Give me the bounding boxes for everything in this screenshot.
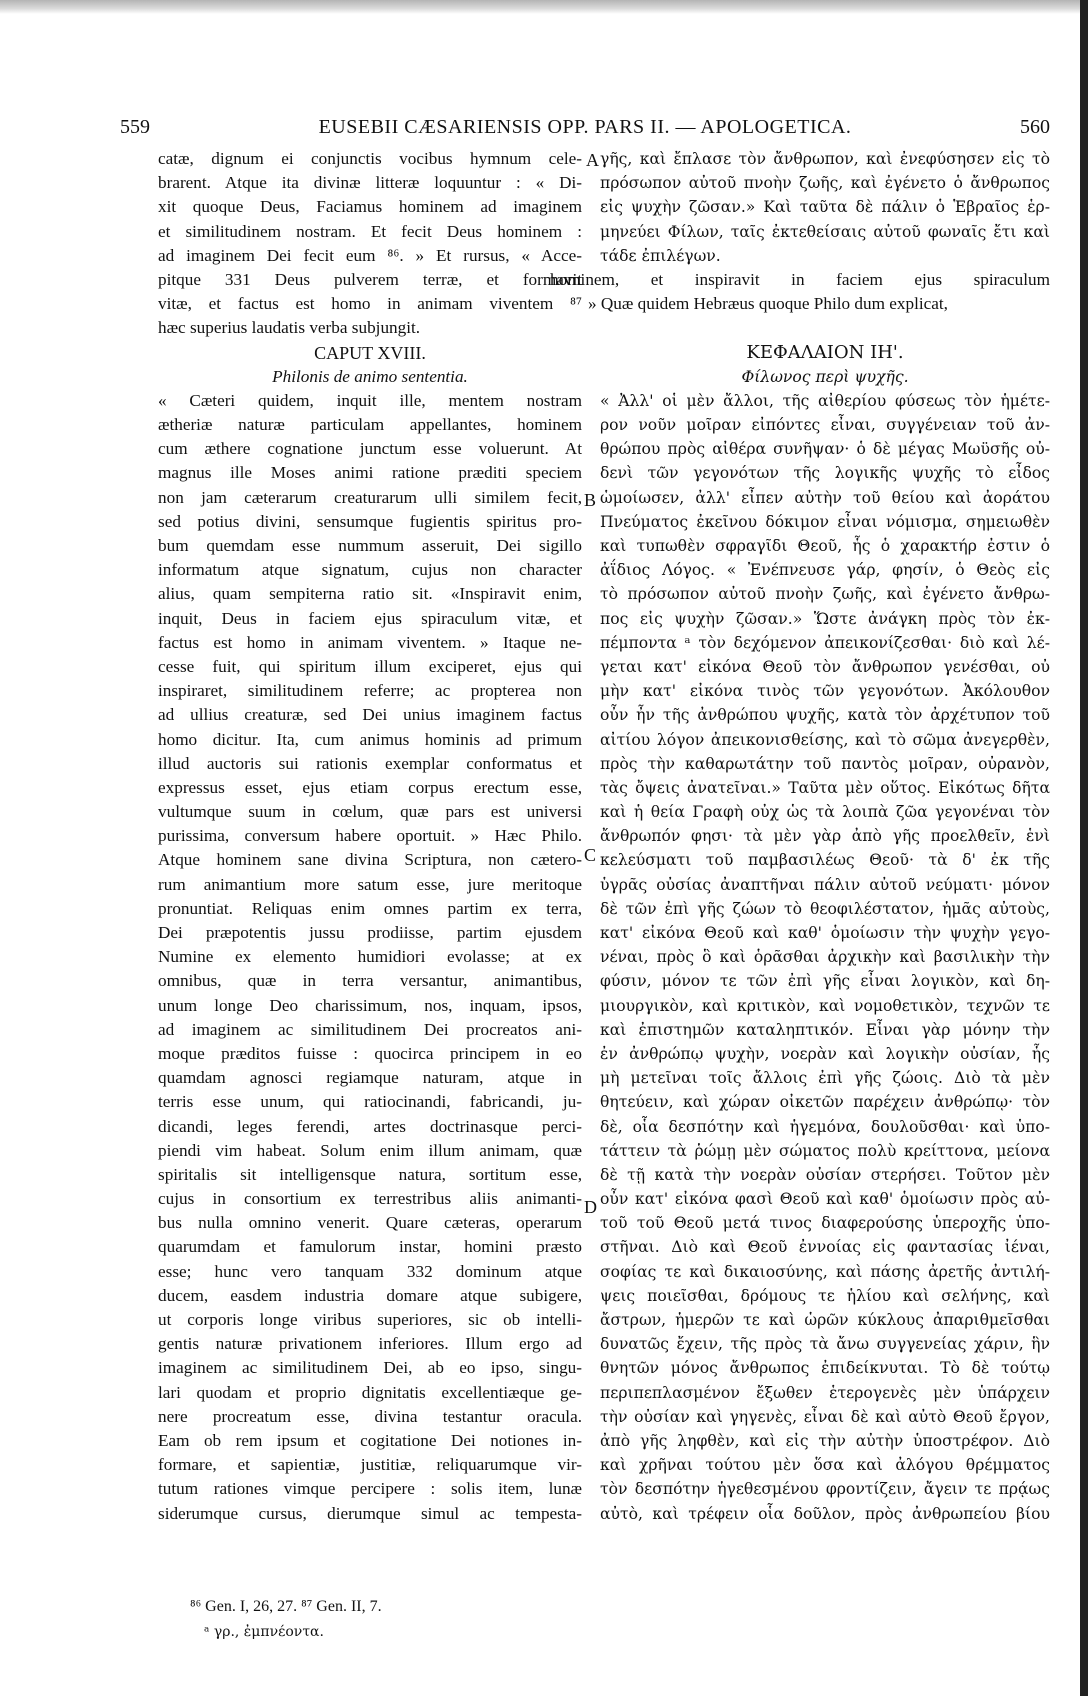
latin-body-line: inspiraret, similitudinem referre; ac propterea non [158, 681, 582, 701]
latin-body-line: quamdam agnosci regiamque naturam, atque in [158, 1068, 582, 1088]
greek-body-line: τὰς ὄψεις ἀνατεῖναι.» Ταῦτα μὲν οὕτος. Εἰκότως δῆτα [600, 778, 1050, 797]
latin-body-line: cum æthere cognatione junctum esse voluerunt. At [158, 439, 582, 459]
latin-body-line: Dei præpotentis jussu prodiisse, partim ejusdem [158, 923, 582, 942]
greek-top-line: γῆς, καὶ ἔπλασε τὸν ἄνθρωπον, καὶ ἐνεφύσησεν εἰς τὸ [600, 150, 1050, 168]
latin-body-line: lari quodam et proprio dignitatis excellentiæque ge- [158, 1382, 582, 1402]
latin-body-line: esse; hunc vero tanquam 332 dominum atque [158, 1261, 582, 1281]
greek-body-line: ὡμοίωσεν, ἀλλ' εἶπεν αὐτὴν τοῦ θείου καὶ ἀοράτου [600, 488, 1050, 507]
latin-body-line: Numine ex elemento humidiori evolasse; at ex [158, 947, 582, 967]
latin-body-lines [158, 389, 582, 1526]
footnote-references: ⁸⁶ Gen. I, 26, 27. ⁸⁷ Gen. II, 7. [190, 1598, 382, 1615]
latin-top-line: catæ, dignum ei conjunctis vocibus hymnum cele- [158, 149, 582, 168]
latin-top-line: hæc superius laudatis verba subjungit. [158, 318, 421, 338]
greek-body-line: μὴν κατ' εἰκόνα τινὸς τῶν γεγονότων. Ἀκόλουθον [600, 682, 1050, 701]
greek-body-line: οὖν κατ' εἰκόνα φασὶ Θεοῦ καὶ καθ' ὁμοίωσιν πρὸς αὐ- [600, 1190, 1050, 1209]
latin-span-line-2: » Quæ quidem Hebræus quoque Philo dum explicat, [588, 294, 948, 314]
greek-caput-heading: ΚΕΦΑΛΑΙΟΝ ΙΗ'. [746, 341, 904, 363]
latin-body-line: spiritalis sit intelligensque natura, sortitum esse, [158, 1164, 582, 1184]
latin-body-line: ducem, easdem industria domare atque subigere, [158, 1285, 582, 1305]
latin-body-line: expressus esset, ejus etiam corpus erectum esse, [158, 777, 582, 797]
scan-right-edge [1080, 0, 1088, 1696]
greek-body-line: τὸν δεσπότην ἡγεθεσμένου φροντίζειν, ἄγειν τε πρᾴως [600, 1480, 1050, 1499]
greek-body-line: ρον νοῦν μοῖραν εἰπόντες εἶναι, συγγένειαν τοῦ ἀν- [600, 416, 1050, 435]
greek-body-line: σοφίας τε καὶ δικαιοσύνης, καὶ πάσης ἀρετῆς ἀντιλή- [600, 1262, 1050, 1281]
latin-body-line: tutum rationes vimque percipere : solis item, lunæ [158, 1479, 582, 1499]
latin-top-line: et similitudinem nostram. Et fecit Deus hominem : [158, 221, 582, 241]
greek-body-line: θρώπου πρὸς αἰθέρα συνῆψαν· ὁ δὲ μέγας Μωϋσῆς οὐ- [600, 440, 1050, 459]
greek-body-line: πρὸς τὴν καθαρωτάτην τοῦ παντὸς μοῖραν, οὐρανὸν, [600, 754, 1050, 773]
greek-body-line: καὶ χρῆναι τούτου μὲν ὅσα καὶ ἀλόγου θρέμματος [600, 1456, 1050, 1475]
latin-body-line: vultumque suum in cœlum, quæ pars est universi [158, 802, 582, 822]
greek-body-line: Πνεύματος ἐκεῖνου δόκιμον εἶναι νόμισμα, σημειωθὲν [600, 512, 1050, 531]
greek-body-line: περιπεπλασμένον ἔξωθεν ἑτερογενὲς μὲν ὑπάρχειν [600, 1383, 1050, 1402]
greek-caput-subtitle: Φίλωνος περὶ ψυχῆς. [741, 367, 909, 386]
greek-body-line: οὖν ἦν τῆς ἀνθρώπου ψυχῆς, κατὰ τὸν ἀρχέτυπον τοῦ [600, 706, 1050, 725]
latin-body-line: informatum atque signatum, cujus non character [158, 560, 582, 580]
greek-body-line: ἐν ἀνθρώπῳ ψυχὴν, νοερὰν καὶ λογικὴν οὐσίαν, ἧς [600, 1044, 1050, 1063]
greek-body-line: δὲ τῇ κατὰ τὴν νοερὰν οὐσίαν στερήσει. Τοῦτον μὲν [600, 1165, 1050, 1184]
greek-body-line: στῆναι. Διὸ καὶ Θεοῦ ἐννοίας εἰς φαντασίας ἰέναι, [600, 1238, 1050, 1257]
greek-body-line: ὑγρᾶς οὐσίας ἀναπτῆναι πάλιν αὐτοῦ νεύματι· μόνον [600, 875, 1050, 894]
greek-top-lines [600, 147, 1050, 268]
greek-body-line: κατ' εἰκόνα Θεοῦ καὶ καθ' ὁμοίωσιν τὴν ψυχὴν γεγο- [600, 924, 1050, 942]
latin-body-line: quarumdam et famulorum instar, homini præsto [158, 1237, 582, 1257]
latin-body-line: Eam ob rem ipsum et cogitatione Dei notiones in- [158, 1430, 582, 1450]
greek-body-line: « Ἀλλ' οἱ μὲν ἄλλοι, τῆς αἰθερίου φύσεως τὸν ἡμέτε- [600, 391, 1050, 410]
greek-column [550, 147, 1050, 1526]
latin-span-line-1: hominem, et inspiravit in faciem ejus spiraculum [550, 269, 1050, 289]
latin-caput-heading: CAPUT XVIII. [314, 342, 426, 363]
latin-body-line: non jam cæterarum creaturarum ulli similem fecit, [158, 487, 582, 507]
greek-body-line: ψεις ποιεῖσθαι, δρόμους τε ἡλίου καὶ σελήνης, καὶ [600, 1286, 1050, 1305]
latin-body-line: nere procreatum esse, divina testantur oracula. [158, 1406, 582, 1426]
greek-body-line: τὴν οὐσίαν καὶ γηγενὲς, εἶναι δὲ καὶ αὐτὸ Θεοῦ ἔργον, [600, 1407, 1050, 1426]
latin-caput-subtitle: Philonis de animo sententia. [272, 366, 468, 386]
footnote-variant: ᵃ γρ., ἐμπνέοντα. [204, 1624, 324, 1640]
latin-body-line: purissima, conversum habere oportuit. » Hæc Philo. [158, 826, 582, 846]
page-number-right: 560 [1020, 116, 1050, 138]
scan-top-band [0, 0, 1088, 14]
margin-letter-b: B [584, 490, 597, 510]
margin-letter-a: A [586, 150, 599, 170]
latin-body-line: omnibus, quæ in terra versantur, animantibus, [158, 971, 582, 991]
latin-top-line: vitæ, et factus est homo in animam viventem ⁸⁷ [158, 294, 582, 314]
greek-body-line: θνητῶν μόνος ἄνθρωπος ἐπιδείκνυται. Τὸ δὲ τούτῳ [600, 1359, 1050, 1378]
greek-body-line: ἄνθρωπόν φησι· τὰ μὲν γὰρ ἀπὸ γῆς προελθεῖν, ἑνὶ [600, 827, 1050, 846]
running-header [120, 116, 1050, 140]
latin-body-line: illud auctoris sui rationis exemplar conformatus et [158, 753, 582, 773]
greek-body-line: αὐτὸ, καὶ τρέφειν οἷα δοῦλον, πρὸς ἀνθρωπείου βίου [600, 1504, 1050, 1523]
greek-body-line: δὲ τῶν ἐπὶ γῆς ζώων τὸ θεοφιλέστατον, ἡμᾶς αὐτοὺς, [600, 899, 1050, 918]
latin-body-line: factus est homo in animam viventem. » Itaque ne- [158, 632, 582, 652]
greek-body-line: μιουργικὸν, καὶ κριτικὸν, καὶ νομοθετικὸν, τεχνῶν τε [600, 996, 1050, 1015]
greek-body-line: γεται κατ' εἰκόνα Θεοῦ τὸν ἄνθρωπον γενέσθαι, οὐ [600, 657, 1050, 676]
greek-top-line: μηνεύει Φίλων, ταῖς ἐκτεθείσαις αὐτοῦ φωναῖς ἔτι καὶ [600, 222, 1050, 241]
latin-body-line: ut corporis longe viribus superiores, sic ob intelli- [158, 1310, 582, 1329]
latin-column [158, 147, 582, 1526]
latin-body-line: dicandi, leges ferendi, artes doctrinasque perci- [158, 1116, 582, 1136]
latin-body-line: terris esse unum, qui ratiocinandi, fabricandi, ju- [158, 1092, 582, 1112]
greek-body-line: νέναι, πρὸς ὃ καὶ ὁρᾶσθαι ἀρχικὴν καὶ βασιλικὴν τὴν [600, 948, 1050, 967]
greek-body-line: ἄστρων, ἡμερῶν τε καὶ ὡρῶν κύκλους ἀπαριθμεῖσθαι [600, 1311, 1050, 1329]
latin-body-line: ad imaginem ac similitudinem Dei procreatos ani- [158, 1019, 582, 1039]
latin-body-line: « Cæteri quidem, inquit ille, mentem nostram [158, 390, 582, 410]
latin-body-line: bus nulla omnino venerit. Quare cæteras, operarum [158, 1213, 582, 1233]
greek-body-line: καὶ τυπωθὲν σφραγῖδι Θεοῦ, ἧς ὁ χαρακτήρ ἐστιν ὁ [600, 537, 1050, 555]
latin-body-line: pronuntiat. Reliquas enim omnes partim ex terra, [158, 898, 582, 918]
greek-body-line: πος εἰς ψυχὴν ζῶσαν.» Ὥστε ἀνάγκη πρὸς τὸν ἐκ- [600, 609, 1050, 628]
greek-body-lines [600, 389, 1050, 1526]
page-number-left: 559 [120, 116, 150, 138]
greek-body-line: φύσιν, μόνον τε τῶν ἐπὶ γῆς εἶναι λογικὸν, καὶ δη- [600, 972, 1050, 991]
greek-top-line: πρόσωπον αὐτοῦ πνοὴν ζωῆς, καὶ ἐγένετο ὁ ἄνθρωπος [600, 174, 1050, 193]
latin-body-line: rum animantium more satum esse, jure meritoque [158, 874, 582, 894]
margin-letter-d: D [584, 1197, 597, 1217]
greek-body-line: πέμποντα ᵃ τὸν δεχόμενον ἀπεικονίζεσθαι· διὸ καὶ λέ- [600, 633, 1050, 652]
greek-body-line: ἀΐδιος Λόγος. « Ἐνέπνευσε γάρ, φησίν, ὁ Θεὸς εἰς [600, 561, 1050, 580]
latin-body-line: Atque hominem sane divina Scriptura, non cætero- [158, 850, 582, 870]
latin-top-lines [158, 147, 582, 341]
latin-body-line: formare, et sapientiæ, justitiæ, reliquarumque vir- [158, 1455, 582, 1475]
greek-top-line: εἰς ψυχὴν ζῶσαν.» Καὶ ταῦτα δὲ πάλιν ὁ Ἑβραῖος ἑρ- [600, 198, 1050, 217]
greek-body-line: δυνατῶς ἔχειν, τῆς πρὸς τὰ ἄνω συγγενείας χάριν, ἣν [600, 1335, 1050, 1354]
greek-top-line: τάδε ἐπιλέγων. [600, 246, 721, 265]
latin-body-line: cesse fuit, qui spiritum illum exciperet, ejus qui [158, 656, 582, 676]
spacer [600, 316, 1050, 340]
greek-body-line: αἰτίου λόγον ἀπεικονισθείσης, καὶ τὸ σῶμα ἀνεγερθὲν, [600, 730, 1050, 749]
latin-body-line: unum longe Deo charissimum, nos, inquam, ipsos, [158, 995, 582, 1015]
greek-body-line: μὴ μετεῖναι τοῖς ἄλλοις ἐπὶ γῆς ζώοις. Διὸ τὰ μὲν [600, 1069, 1050, 1088]
latin-body-line: moque præditos fuisse : quocirca principem in eo [158, 1043, 582, 1063]
latin-body-line: piendi vim habeat. Solum enim illum animam, quæ [158, 1140, 582, 1160]
latin-body-line: homo dicitur. Ita, cum animus hominis ad primum [158, 729, 582, 749]
greek-body-line: ἀπὸ γῆς ληφθὲν, καὶ εἰς τὴν αὐτὴν ὑποστρέφον. Διὸ [600, 1431, 1050, 1450]
greek-body-line: θητεύειν, καὶ χώραν οἰκετῶν παρέχειν ἀνθρώπῳ· τὸν [600, 1093, 1050, 1112]
latin-top-line: ad imaginem Dei fecit eum ⁸⁶. » Et rursus, « Acce- [158, 245, 582, 265]
latin-body-line: gentis naturæ privationem inferiores. Illum ergo ad [158, 1334, 582, 1354]
latin-body-line: imaginem ac similitudinem Dei, ab eo ipso, singu- [158, 1358, 582, 1378]
latin-body-line: magnus ille Moses animi ratione præditi speciem [158, 463, 582, 483]
latin-body-line: bum quemdam esse nummum asseruit, Dei sigillo [158, 536, 582, 555]
greek-body-line: καὶ ἡ θεία Γραφὴ οὐχ ὡς τὰ λοιπὰ ζῶα γεγονέναι τὸν [600, 803, 1050, 822]
greek-body-line: κελεύσματι τοῦ παμβασιλέως Θεοῦ· τὰ δ' ἐκ τῆς [600, 851, 1050, 870]
greek-body-line: καὶ ἐπιστημῶν καταληπτικόν. Εἶναι γὰρ μόνην τὴν [600, 1020, 1050, 1039]
latin-top-line: pitque 331 Deus pulverem terræ, et formavit [158, 269, 582, 289]
latin-body-line: sed potius divini, sensumque fugientis spiritus pro- [158, 511, 582, 531]
latin-body-line: ætheriæ naturæ particulam appellantes, hominem [158, 415, 582, 435]
greek-body-line: τάττειν τὰ ῥώμῃ μὲν σώματος πολὺ κρείττονα, μείονα [600, 1141, 1050, 1160]
greek-body-line: δὲ, οἷα δεσπότην καὶ ἡγεμόνα, δουλοῦσθαι· καὶ ὑπο- [600, 1117, 1050, 1136]
latin-top-line: xit quoque Deus, Faciamus hominem ad imaginem [158, 197, 582, 217]
latin-top-line: brarent. Atque ita divinæ litteræ loquuntur : « Di- [158, 173, 582, 193]
greek-body-line: τοῦ τοῦ Θεοῦ μετά τινος διαφερούσης ὑπεροχῆς ὑπο- [600, 1214, 1050, 1233]
latin-body-line: cujus in consortium ex terrestribus aliis animanti- [158, 1189, 582, 1209]
greek-body-line: τὸ πρόσωπον αὐτοῦ πνοὴν ζωῆς, καὶ ἐγένετο ἄνθρω- [600, 585, 1050, 604]
running-title: EUSEBII CÆSARIENSIS OPP. PARS II. — APOLOGETICA. [318, 116, 852, 138]
latin-body-line: alius, quam sempiterna ratio sit. «Inspiravit enim, [158, 584, 582, 604]
latin-body-line: siderumque cursus, dierumque simul ac tempesta- [158, 1503, 582, 1523]
greek-body-line: δενὶ τῶν γεγονότων τῆς λογικῆς ψυχῆς τὸ εἶδος [600, 464, 1050, 483]
margin-letter-c: C [584, 845, 597, 865]
latin-body-line: ad ullius creaturæ, sed Dei unius imaginem factus [158, 705, 582, 725]
latin-body-line: inquit, Deus in faciem ejus spiraculum vitæ, et [158, 608, 582, 628]
